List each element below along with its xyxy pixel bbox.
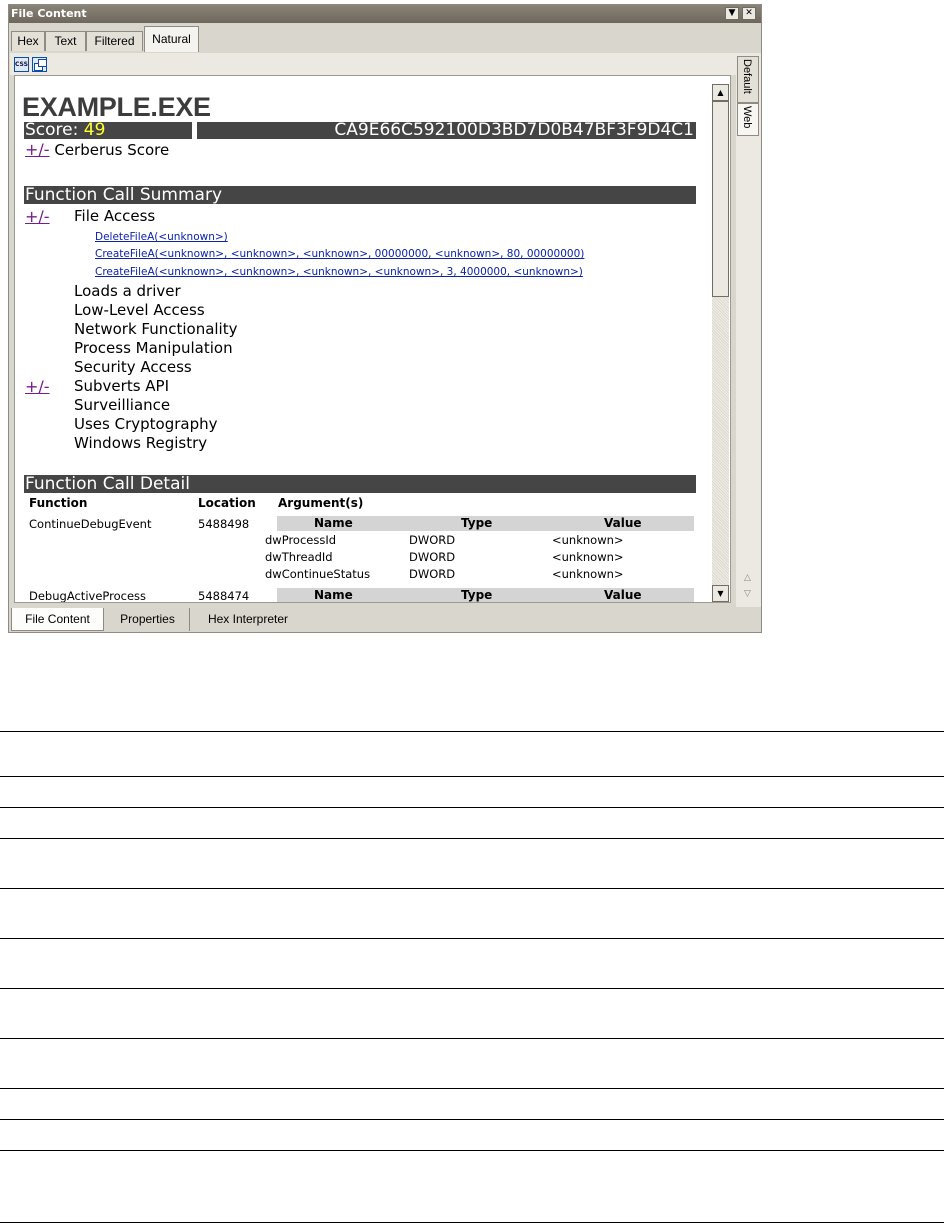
side-tab-default[interactable] [737,56,759,103]
table-rule [0,938,944,939]
function-location: 5488498 [198,517,250,531]
close-icon[interactable]: ✕ [742,7,756,20]
tab-text[interactable]: Text [45,31,86,51]
side-scroll-down-icon[interactable]: ▽ [744,589,751,599]
arg-value: <unknown> [552,550,624,564]
vertical-scrollbar[interactable] [712,84,729,602]
table-rule [0,888,944,889]
category-security-access: Security Access [74,358,192,376]
arg-header-value: Value [604,516,642,530]
function-name: DebugActiveProcess [29,589,147,603]
arg-value: <unknown> [552,533,624,547]
bottom-tab-hex-interpreter[interactable]: Hex Interpreter [207,612,289,626]
table-rule [0,1088,944,1089]
table-rule [0,988,944,989]
call-link[interactable]: DeleteFileA(<unknown>) [95,231,228,243]
category-subverts-api: Subverts API [74,377,170,395]
content-toolbar [10,53,738,75]
side-tab-web-label: Web [741,106,753,129]
bottom-tab-properties[interactable]: Properties [106,608,190,631]
report-viewport [14,75,731,603]
side-tab-web[interactable] [737,103,759,136]
argument-table-header [277,516,694,531]
table-rule [0,776,944,777]
category-cryptography: Uses Cryptography [74,415,218,433]
arg-header-name: Name [314,516,353,530]
table-rule [0,731,944,732]
scrollbar-thumb[interactable] [712,101,729,297]
arg-type: DWORD [409,533,456,547]
panel-titlebar [9,5,761,23]
arg-type: DWORD [409,550,456,564]
argument-table-header [277,588,694,603]
call-link[interactable]: CreateFileA(<unknown>, <unknown>, <unknown>, 00000000, <unknown>, 80, 00000000) [95,248,585,260]
subverts-api-row [25,377,50,396]
category-surveillance: Surveilliance [74,396,171,414]
bottom-tabs [9,608,761,632]
arg-header-type: Type [461,516,493,530]
scroll-down-icon[interactable]: ▼ [712,585,729,602]
function-name: ContinueDebugEvent [29,517,152,531]
score-bar [24,122,192,139]
file-access-toggle-link[interactable]: +/- [25,207,50,226]
arg-name: dwProcessId [265,533,337,547]
arg-name: dwThreadId [265,550,333,564]
detail-header-arguments: Argument(s) [278,496,364,510]
panel-title: File Content [11,7,87,20]
subverts-api-toggle-link[interactable]: +/- [25,377,50,396]
side-scroll-up-icon[interactable]: △ [744,573,751,583]
new-window-icon[interactable] [32,57,47,72]
tab-hex[interactable]: Hex [11,31,45,51]
function-call-summary-heading: Function Call Summary [24,186,696,204]
side-tab-default-label: Default [741,59,753,94]
table-rule [0,1150,944,1151]
file-name-heading: EXAMPLE.EXE [22,92,211,122]
arg-header-type: Type [461,588,493,602]
table-rule [0,807,944,808]
tab-natural[interactable]: Natural [144,26,199,52]
cerberus-toggle-link[interactable]: +/- [25,140,50,159]
category-network: Network Functionality [74,320,238,338]
cerberus-score-label: Cerberus Score [54,141,170,159]
table-rule [0,1038,944,1039]
score-value: 49 [83,120,106,140]
table-rule [0,838,944,839]
css-icon[interactable]: CSS [14,57,29,72]
category-file-access: File Access [74,207,156,225]
detail-header-function: Function [29,496,88,510]
tab-filtered[interactable]: Filtered [86,31,143,51]
category-process-manipulation: Process Manipulation [74,339,233,357]
category-loads-driver: Loads a driver [74,282,181,300]
call-link[interactable]: CreateFileA(<unknown>, <unknown>, <unknown>, <unknown>, 3, 4000000, <unknown>) [95,266,583,278]
dropdown-icon[interactable]: ▼ [725,7,739,20]
file-hash: CA9E66C592100D3BD7D0B47BF3F9D4C1 [197,122,696,139]
file-content-panel [8,4,762,633]
category-low-level-access: Low-Level Access [74,301,205,319]
file-access-row [25,207,50,226]
detail-header-location: Location [198,496,256,510]
arg-value: <unknown> [552,567,624,581]
arg-name: dwContinueStatus [265,567,371,581]
bottom-tab-file-content[interactable]: File Content [11,608,104,631]
table-rule [0,1119,944,1120]
table-rule [0,1222,944,1223]
arg-header-value: Value [604,588,642,602]
arg-type: DWORD [409,567,456,581]
side-tab-strip [736,53,761,607]
function-call-detail-heading: Function Call Detail [24,475,696,493]
view-tabs [11,25,761,51]
category-windows-registry: Windows Registry [74,434,208,452]
cerberus-score-row [25,140,169,159]
function-location: 5488474 [198,589,250,603]
scroll-up-icon[interactable]: ▲ [712,84,729,101]
arg-header-name: Name [314,588,353,602]
score-label: Score: [25,120,84,140]
